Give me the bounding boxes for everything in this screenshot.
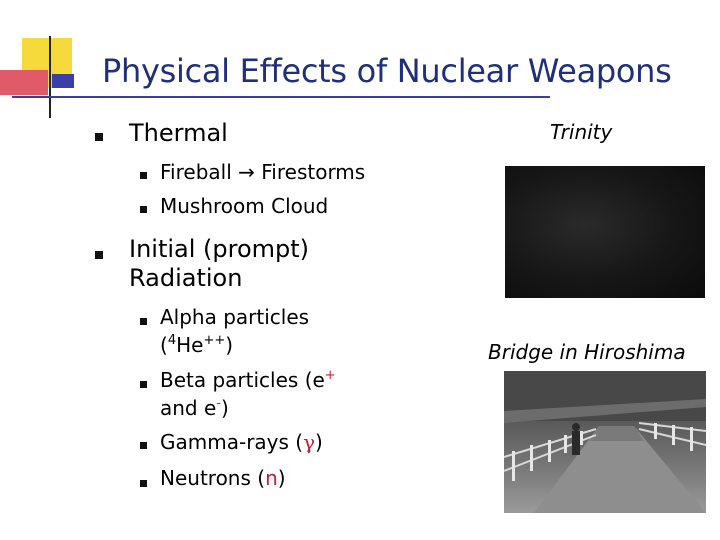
bullet-square [140, 442, 147, 449]
neutrons-label: Neutrons ( [160, 466, 266, 490]
caption-hiroshima: Bridge in Hiroshima [488, 340, 686, 364]
beta-label: Beta particles (e [160, 368, 325, 392]
bullet-square [140, 172, 147, 179]
bullet-beta-line2 [160, 396, 229, 424]
paren-close: ) [277, 466, 286, 490]
bullet-radiation-line2: Radiation [129, 264, 243, 292]
bullet-beta-line1 [160, 368, 336, 396]
hiroshima-bridge-photo [504, 371, 706, 513]
bridge-photo-icon [504, 371, 706, 513]
paren-open: ( [160, 333, 168, 357]
helium-label: He [176, 333, 204, 357]
superscript-plus: + [324, 368, 336, 383]
paren-close: ) [225, 333, 234, 357]
bullet-square [140, 381, 147, 388]
title-underline [12, 96, 550, 98]
vertical-rule [49, 36, 51, 118]
slide-title: Physical Effects of Nuclear Weapons [102, 52, 672, 90]
arrow-right-icon: → [238, 160, 255, 184]
and-e-label: and e [160, 396, 217, 420]
gamma-label: Gamma-rays ( [160, 430, 304, 454]
trinity-photo [505, 166, 705, 298]
paren-close: ) [221, 396, 229, 420]
bullet-square [95, 251, 103, 259]
paren-close: ) [315, 430, 323, 454]
bullet-mushroom-cloud: Mushroom Cloud [160, 194, 329, 218]
bullet-square [140, 480, 147, 487]
gamma-symbol: γ [303, 430, 316, 454]
bullet-fireball [160, 160, 365, 184]
fireball-label: Fireball [160, 160, 239, 184]
blue-bar [52, 74, 74, 88]
bullet-square [140, 206, 147, 213]
caption-trinity: Trinity [550, 120, 613, 144]
neutron-symbol: n [265, 466, 278, 490]
bullet-square [95, 133, 103, 141]
firestorms-label: Firestorms [254, 160, 366, 184]
bullet-thermal: Thermal [129, 119, 228, 147]
bullet-radiation-line1: Initial (prompt) [129, 235, 310, 263]
bullet-alpha-line1: Alpha particles [160, 305, 310, 329]
superscript-plusplus: ++ [203, 333, 226, 348]
bullet-neutrons [160, 466, 286, 490]
bullet-alpha-line2 [160, 333, 233, 361]
superscript-minus: - [216, 396, 221, 411]
bullet-gamma [160, 430, 323, 454]
bullet-square [140, 318, 147, 325]
red-bar [0, 70, 48, 95]
superscript-four: 4 [167, 333, 177, 348]
